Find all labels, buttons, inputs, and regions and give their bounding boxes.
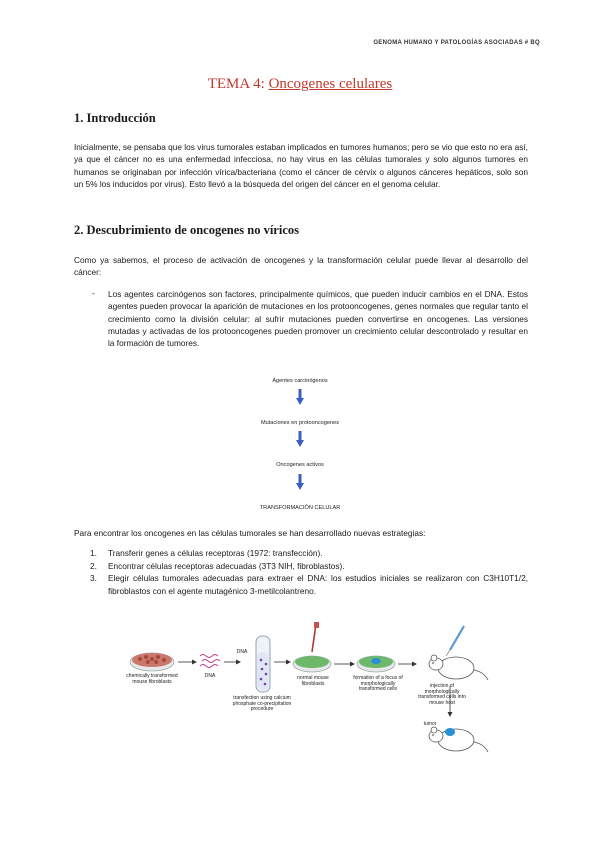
strategies-list — [90, 547, 528, 597]
section-heading-introduccion: 1. Introducción — [74, 111, 156, 125]
label-normal-fibroblasts: normal mouse fibroblasts — [297, 675, 329, 687]
bullet-dash: - — [92, 288, 95, 298]
running-header: GENOMA HUMANO Y PATOLOGÍAS ASOCIADAS # BQ — [373, 40, 540, 46]
label-chemically-transformed: chemically transformed mouse fibroblasts — [126, 673, 178, 685]
intro-paragraph: Inicialmente, se pensaba que los virus tumorales estaban implicados en tumores humanos; pero se vio que esto no era así, ya que el cáncer no es una enfermedad infecciosa, no hay virus en las células tumorales y solo algunos tumores en humanos se originaban por infección vírica/bacteriana (como el cáncer de cérvix o algunos cánceres hepáticos, solo son un 5% los inducidos por virus). Esto llevó a la búsqueda del origen del cáncer en el genoma celular. — [74, 142, 528, 189]
title-link[interactable]: Oncogenes celulares — [268, 76, 393, 92]
down-arrow-icon — [296, 389, 304, 405]
label-transfection: transfection using calcium phosphate co-precipitation procedure — [232, 695, 292, 713]
list-item: 1. Transferir genes a células receptoras (1972: transfección). — [90, 548, 323, 558]
descubrimiento-paragraph: Como ya sabemos, el proceso de activación de oncogenes y la transformación celular puede llevar al desarrollo del cáncer: — [74, 255, 528, 278]
label-dna-1: DNA — [204, 673, 216, 679]
section-heading-descubrimiento: 2. Descubrimiento de oncogenes no víricos — [74, 223, 299, 237]
label-focus-formation: formation of a focus of morphologically transformed cells — [353, 675, 403, 693]
flow-step-agentes: Agentes carcinógenos — [272, 378, 328, 384]
list-item: 2. Encontrar células receptoras adecuadas (3T3 NIH, fibroblastos). — [90, 560, 345, 571]
transfection-figure — [120, 622, 500, 762]
down-arrow-icon — [296, 431, 304, 447]
flow-step-transformacion: TRANSFORMACIÓN CELULAR — [259, 505, 341, 511]
label-injection: injection of morphologically transformed cells into mouse host — [418, 683, 466, 706]
bullet-text: Los agentes carcinógenos son factores, principalmente químicos, que pueden inducir cambios en el DNA. Estos agentes pueden provocar la aparición de mutaciones en los protooncogenes, genes normales que regular tanto el crecimiento como la división celular: al sufrir mutaciones pueden convertirse en oncogenes. Las versiones mutadas y activadas de los protooncogenes pueden promover un crecimiento celular descontrolado y resultar en la formación de tumores. — [108, 289, 528, 349]
strategies-intro: Para encontrar los oncogenes en las células tumorales se han desarrollado nuevas estrategias: — [74, 528, 426, 538]
list-item: 3. Elegir células tumorales adecuadas para extraer el DNA: los estudios iniciales se realizaron con C3H10T1/2, fibroblastos con el agente mutagénico 3-metilcolantreno. — [90, 573, 528, 596]
page-title — [0, 76, 600, 93]
label-tumor: tumor — [423, 721, 437, 727]
flow-step-mutaciones: Mutaciones en protooncogenes — [260, 420, 340, 426]
title-prefix: TEMA 4: — [207, 76, 265, 92]
label-dna-2: DNA — [236, 649, 248, 655]
flow-step-oncogenes: Oncogenes activos — [276, 462, 324, 468]
down-arrow-icon — [296, 474, 304, 490]
